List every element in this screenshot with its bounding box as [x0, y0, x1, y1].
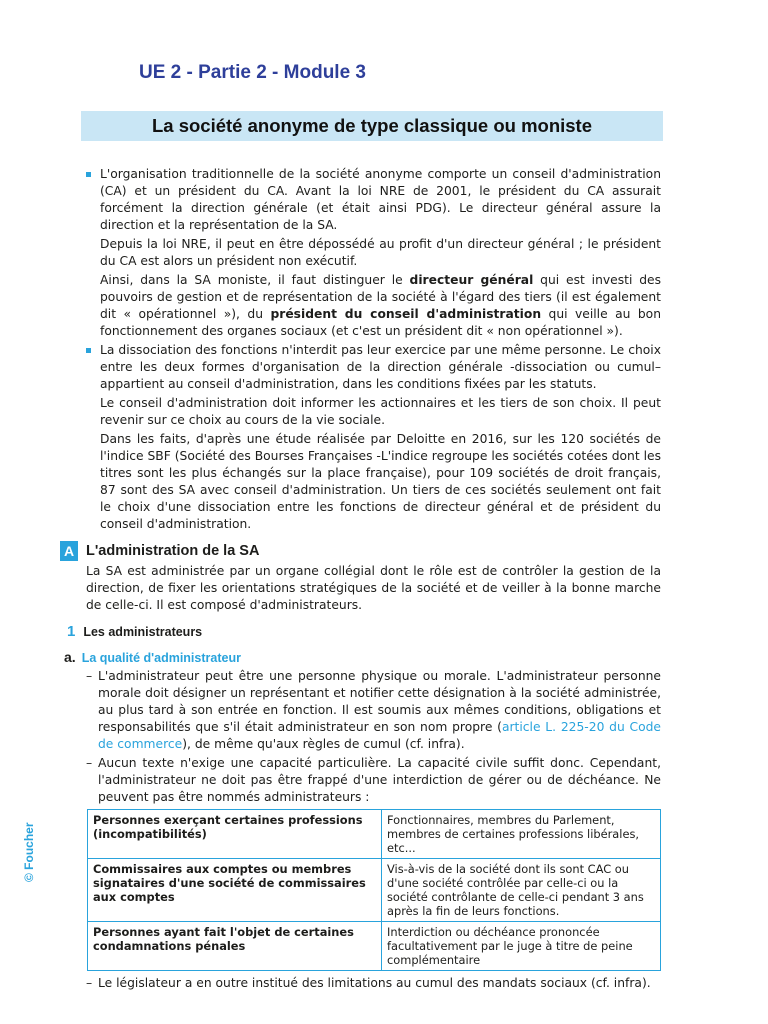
- dash-item: – Aucun texte n'exige une capacité particulière. La capacité civile suffit donc. Cependant, l'administrateur ne doit pas être frappé d'une interdiction de gérer ou de déchéance. Ne peuvent pas être nommés administrateurs :: [86, 755, 661, 806]
- bullet-paragraph: L'organisation traditionnelle de la société anonyme comporte un conseil d'administration (CA) et un président du CA. Avant la loi NRE de 2001, le président du CA assurait forcément la direction générale (et était ainsi PDG). Le directeur général assure la direction et la représentation de la SA.: [86, 166, 661, 234]
- subsection-letter: a.: [64, 649, 76, 665]
- paragraph: Ainsi, dans la SA moniste, il faut distinguer le directeur général qui est investi des pouvoirs de gestion et de représentation de la société à l'égard des tiers (il est également dit « opérationnel »), du président du conseil d'administration qui veille au bon fonctionnement des organes sociaux (et c'est un président dit « non opérationnel »).: [100, 273, 662, 338]
- section-letter-badge: A: [60, 541, 78, 561]
- module-title: UE 2 - Partie 2 - Module 3: [139, 62, 366, 83]
- subsection-number: 1: [67, 623, 76, 640]
- bullet-paragraph: La dissociation des fonctions n'interdit pas leur exercice par une même personne. Le choix entre les deux formes d'organisation de la direction générale -dissociation ou cumul– appartient au conseil d'administration, dans les conditions fixées par les statuts.: [86, 342, 661, 393]
- paragraph: La SA est administrée par un organe collégial dont le rôle est de contrôler la gestion de la direction, de fixer les orientations stratégiques de la société et de veiller à la bonne marche de celle-ci. Il est composé d'administrateurs.: [86, 564, 661, 612]
- table-cell: Personnes exerçant certaines professions (incompatibilités): [88, 810, 382, 859]
- subsection-title: La qualité d'administrateur: [81, 651, 241, 665]
- dash-item: – Le législateur a en outre institué des limitations au cumul des mandats sociaux (cf. infra).: [86, 975, 661, 992]
- section-heading-a: [60, 541, 661, 561]
- bold-term: directeur général: [409, 273, 534, 287]
- subsection-heading-1: [67, 623, 661, 641]
- paragraph: Dans les faits, d'après une étude réalisée par Deloitte en 2016, sur les 120 sociétés de l'indice SBF (Société des Bourses Françaises -L'indice regroupe les sociétés cotées dont les titres sont les plus échangés sur la place française), pour 109 sociétés de droit français, 87 sont des SA avec conseil d'administration. Un tiers de ces sociétés seulement ont fait le choix d'une dissociation entre les fonctions de directeur général et de président du conseil d'administration.: [100, 432, 661, 531]
- table-cell: Interdiction ou déchéance prononcée facultativement par le juge à titre de peine complémentaire: [382, 922, 661, 971]
- table-row: [88, 922, 661, 971]
- legal-reference-link[interactable]: article L. 225-20 du Code de commerce: [98, 720, 661, 751]
- subsection-heading-a: [64, 649, 661, 667]
- bold-term: président du conseil d'administration: [270, 307, 542, 321]
- table-row: [88, 859, 661, 922]
- page-content: [63, 166, 662, 994]
- paragraph: Depuis la loi NRE, il peut en être dépossédé au profit d'un directeur général ; le président du CA est alors un président non exécutif.: [100, 237, 661, 268]
- chapter-banner: [81, 111, 663, 141]
- ineligibility-table: [87, 809, 661, 971]
- table-cell: Personnes ayant fait l'objet de certaines condamnations pénales: [88, 922, 382, 971]
- table-row: [88, 810, 661, 859]
- table-cell: Commissaires aux comptes ou membres signataires d'une société de commissaires aux comptes: [88, 859, 382, 922]
- publisher-mark: © Foucher: [22, 822, 36, 882]
- chapter-title: La société anonyme de type classique ou moniste: [151, 115, 593, 136]
- table-cell: Fonctionnaires, membres du Parlement, membres de certaines professions libérales, etc...: [382, 810, 661, 859]
- section-title: L'administration de la SA: [86, 542, 260, 559]
- table-cell: Vis-à-vis de la société dont ils sont CAC ou d'une société contrôlée par celle-ci ou la société contrôlante de celle-ci pendant 3 ans après la fin de leurs fonctions.: [382, 859, 661, 922]
- subsection-title: Les administrateurs: [83, 625, 203, 639]
- dash-item: – L'administrateur peut être une personne physique ou morale. L'administrateur personne morale doit désigner un représentant et notifier cette désignation à la société administrée, au plus tard à son entrée en fonction. Il est soumis aux mêmes conditions, obligations et responsabilités que s'il était administrateur en son nom propre (article L. 225-20 du Code de commerce), de même qu'aux règles de cumul (cf. infra).: [86, 668, 661, 753]
- paragraph: Le conseil d'administration doit informer les actionnaires et les tiers de son choix. Il peut revenir sur ce choix au cours de la vie sociale.: [100, 396, 661, 427]
